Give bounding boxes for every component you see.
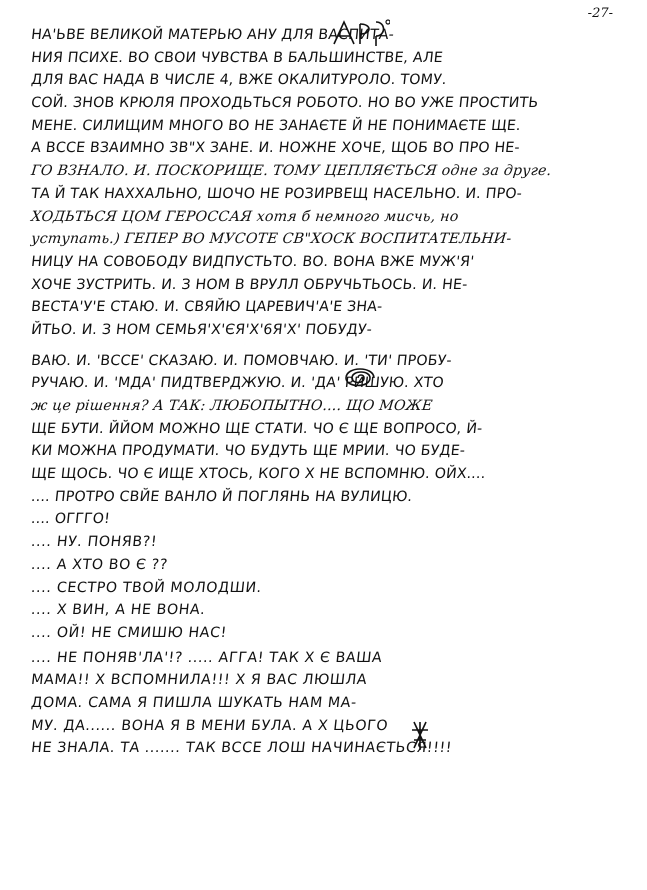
- dialogue-line: .... СЕСТРО ТВОЙ МОЛОДШИ.: [30, 579, 263, 596]
- text-line: НИЦУ НА СОВОБОДУ ВИДПУСТЬТО. ВО. ВОНА ВЖЕ МУЖ'Я': [30, 253, 476, 270]
- dialogue-line: НЕ ЗНАЛА. ТА ....... ТАК ВССЕ ЛОШ НАЧИНАЄТЬСЯ!!!!: [30, 740, 453, 757]
- text-line: МЕНЕ. СИЛИЩИМ МНОГО ВО НЕ ЗАНАЄТЕ Й НЕ ПОНИМАЄТЕ ЩЕ.: [30, 117, 522, 134]
- text-line: РУЧАЮ. И. 'МДА' ПИДТВЕРДЖУЮ. И. 'ДА' РИШУЮ. ХТО: [30, 375, 445, 392]
- text-line: ЩЕ БУТИ. ЙЙОМ МОЖНО ЩЕ СТАТИ. ЧО Є ЩЕ ВОПРОСО, Й-: [30, 420, 484, 437]
- text-line: .... ОГГГО!: [30, 511, 111, 528]
- dialogue-line: .... Х ВИН, А НЕ ВОНА.: [30, 602, 207, 619]
- text-line: ЩЕ ЩОСЬ. ЧО Є ИЩЕ ХТОСЬ, КОГО Х НЕ ВСПОМНЮ. ОЙХ....: [30, 466, 487, 483]
- text-line: ГО ВЗНАЛО. И. ПОСКОРИЩЕ. ТОМУ ЦЕПЛЯЄТЬСЯ одне за друге.: [30, 163, 553, 180]
- text-line: ДЛЯ ВАС НАДА В ЧИСЛЕ 4, ВЖЕ ОКАЛИТУРОЛО. ТОМУ.: [30, 72, 448, 89]
- text-line: ХОЧЕ ЗУСТРИТЬ. И. З НОМ В ВРУЛЛ ОБРУЧЬТЬОСЬ. И. НЕ-: [30, 276, 469, 293]
- text-line: А ВССЕ ВЗАИМНО ЗВ"Х ЗАНЕ. И. НОЖНЕ ХОЧЕ, ЩОБ ВО ПРО НЕ-: [30, 140, 521, 157]
- text-line: .... ПРОТРО СВЙЕ ВАНЛО Й ПОГЛЯНЬ НА ВУЛИЦЮ.: [30, 488, 414, 505]
- page-number: -27-: [587, 6, 613, 21]
- text-line: ВЕСТА'У'Е СТАЮ. И. СВЯЙЮ ЦАРЕВИЧ'А'Е ЗНА-: [30, 299, 384, 316]
- text-line: ХОДЬТЬСЯ ЦОМ ГЕРОССАЯ хотя б немного мисчь, но: [30, 208, 460, 225]
- spiral-glyph-icon: [338, 356, 378, 400]
- dialogue-line: ДОМА. САМА Я ПИШЛА ШУКАТЬ НАМ МА-: [30, 694, 358, 711]
- dialogue-line: .... А ХТО ВО Є ??: [30, 556, 169, 573]
- star-glyph-icon: [408, 718, 432, 754]
- dialogue-line: МУ. ДА...... ВОНА Я В МЕНИ БУЛА. А Х ЦЬОГО: [30, 717, 389, 734]
- text-line: уступать.) ГЕПЕР ВО МУСОТЕ СВ"ХОСК ВОСПИТАТЕЛЬНИ-: [30, 231, 513, 248]
- text-line: ТА Й ТАК НАХХАЛЬНО, ШОЧО НЕ РОЗИРВЕЩ НАСЕЛЬНО. И. ПРО-: [30, 185, 523, 202]
- text-line: НИЯ ПСИХЕ. ВО СВОИ ЧУВСТВА В БАЛЬШИНСТВЕ, АЛЕ: [30, 49, 444, 66]
- text-line: ЙТЬО. И. З НОМ СЕМЬЯ'Х'ЄЯ'Х'6Я'Х' ПОБУДУ-: [30, 321, 373, 338]
- handwritten-text-body: [30, 24, 615, 760]
- text-line: СОЙ. ЗНОВ КРЮЛЯ ПРОХОДЬТЬСЯ РОБОТО. НО ВО УЖЕ ПРОСТИТЬ: [30, 95, 540, 112]
- dialogue-line: МАМА!! Х ВСПОМНИЛА!!! Х Я ВАС ЛЮШЛА: [30, 672, 369, 689]
- text-line: ВАЮ. И. 'ВССЕ' СКАЗАЮ. И. ПОМОВЧАЮ. И. 'ТИ' ПРОБУ-: [30, 352, 453, 369]
- ankh-symbol-icon: [330, 16, 390, 48]
- dialogue-line: .... НЕ ПОНЯВ'ЛА'!? ..... АГГА! ТАК Х Є ВАША: [30, 649, 384, 666]
- dialogue-line: .... НУ. ПОНЯВ?!: [30, 534, 158, 551]
- paragraph-gap: [30, 342, 615, 350]
- dialogue-line: .... ОЙ! НЕ СМИШЮ НАС!: [30, 624, 228, 641]
- text-line: ж це рішення? А ТАК: ЛЮБОПЫТНО.... ЩО МОЖЕ: [30, 398, 434, 414]
- text-line: НА'ЬВЕ ВЕЛИКОЙ МАТЕРЬЮ АНУ ДЛЯ ВАСПИТА-: [30, 27, 395, 43]
- text-line: КИ МОЖНА ПРОДУМАТИ. ЧО БУДУТЬ ЩЕ МРИИ. ЧО БУДЕ-: [30, 443, 467, 460]
